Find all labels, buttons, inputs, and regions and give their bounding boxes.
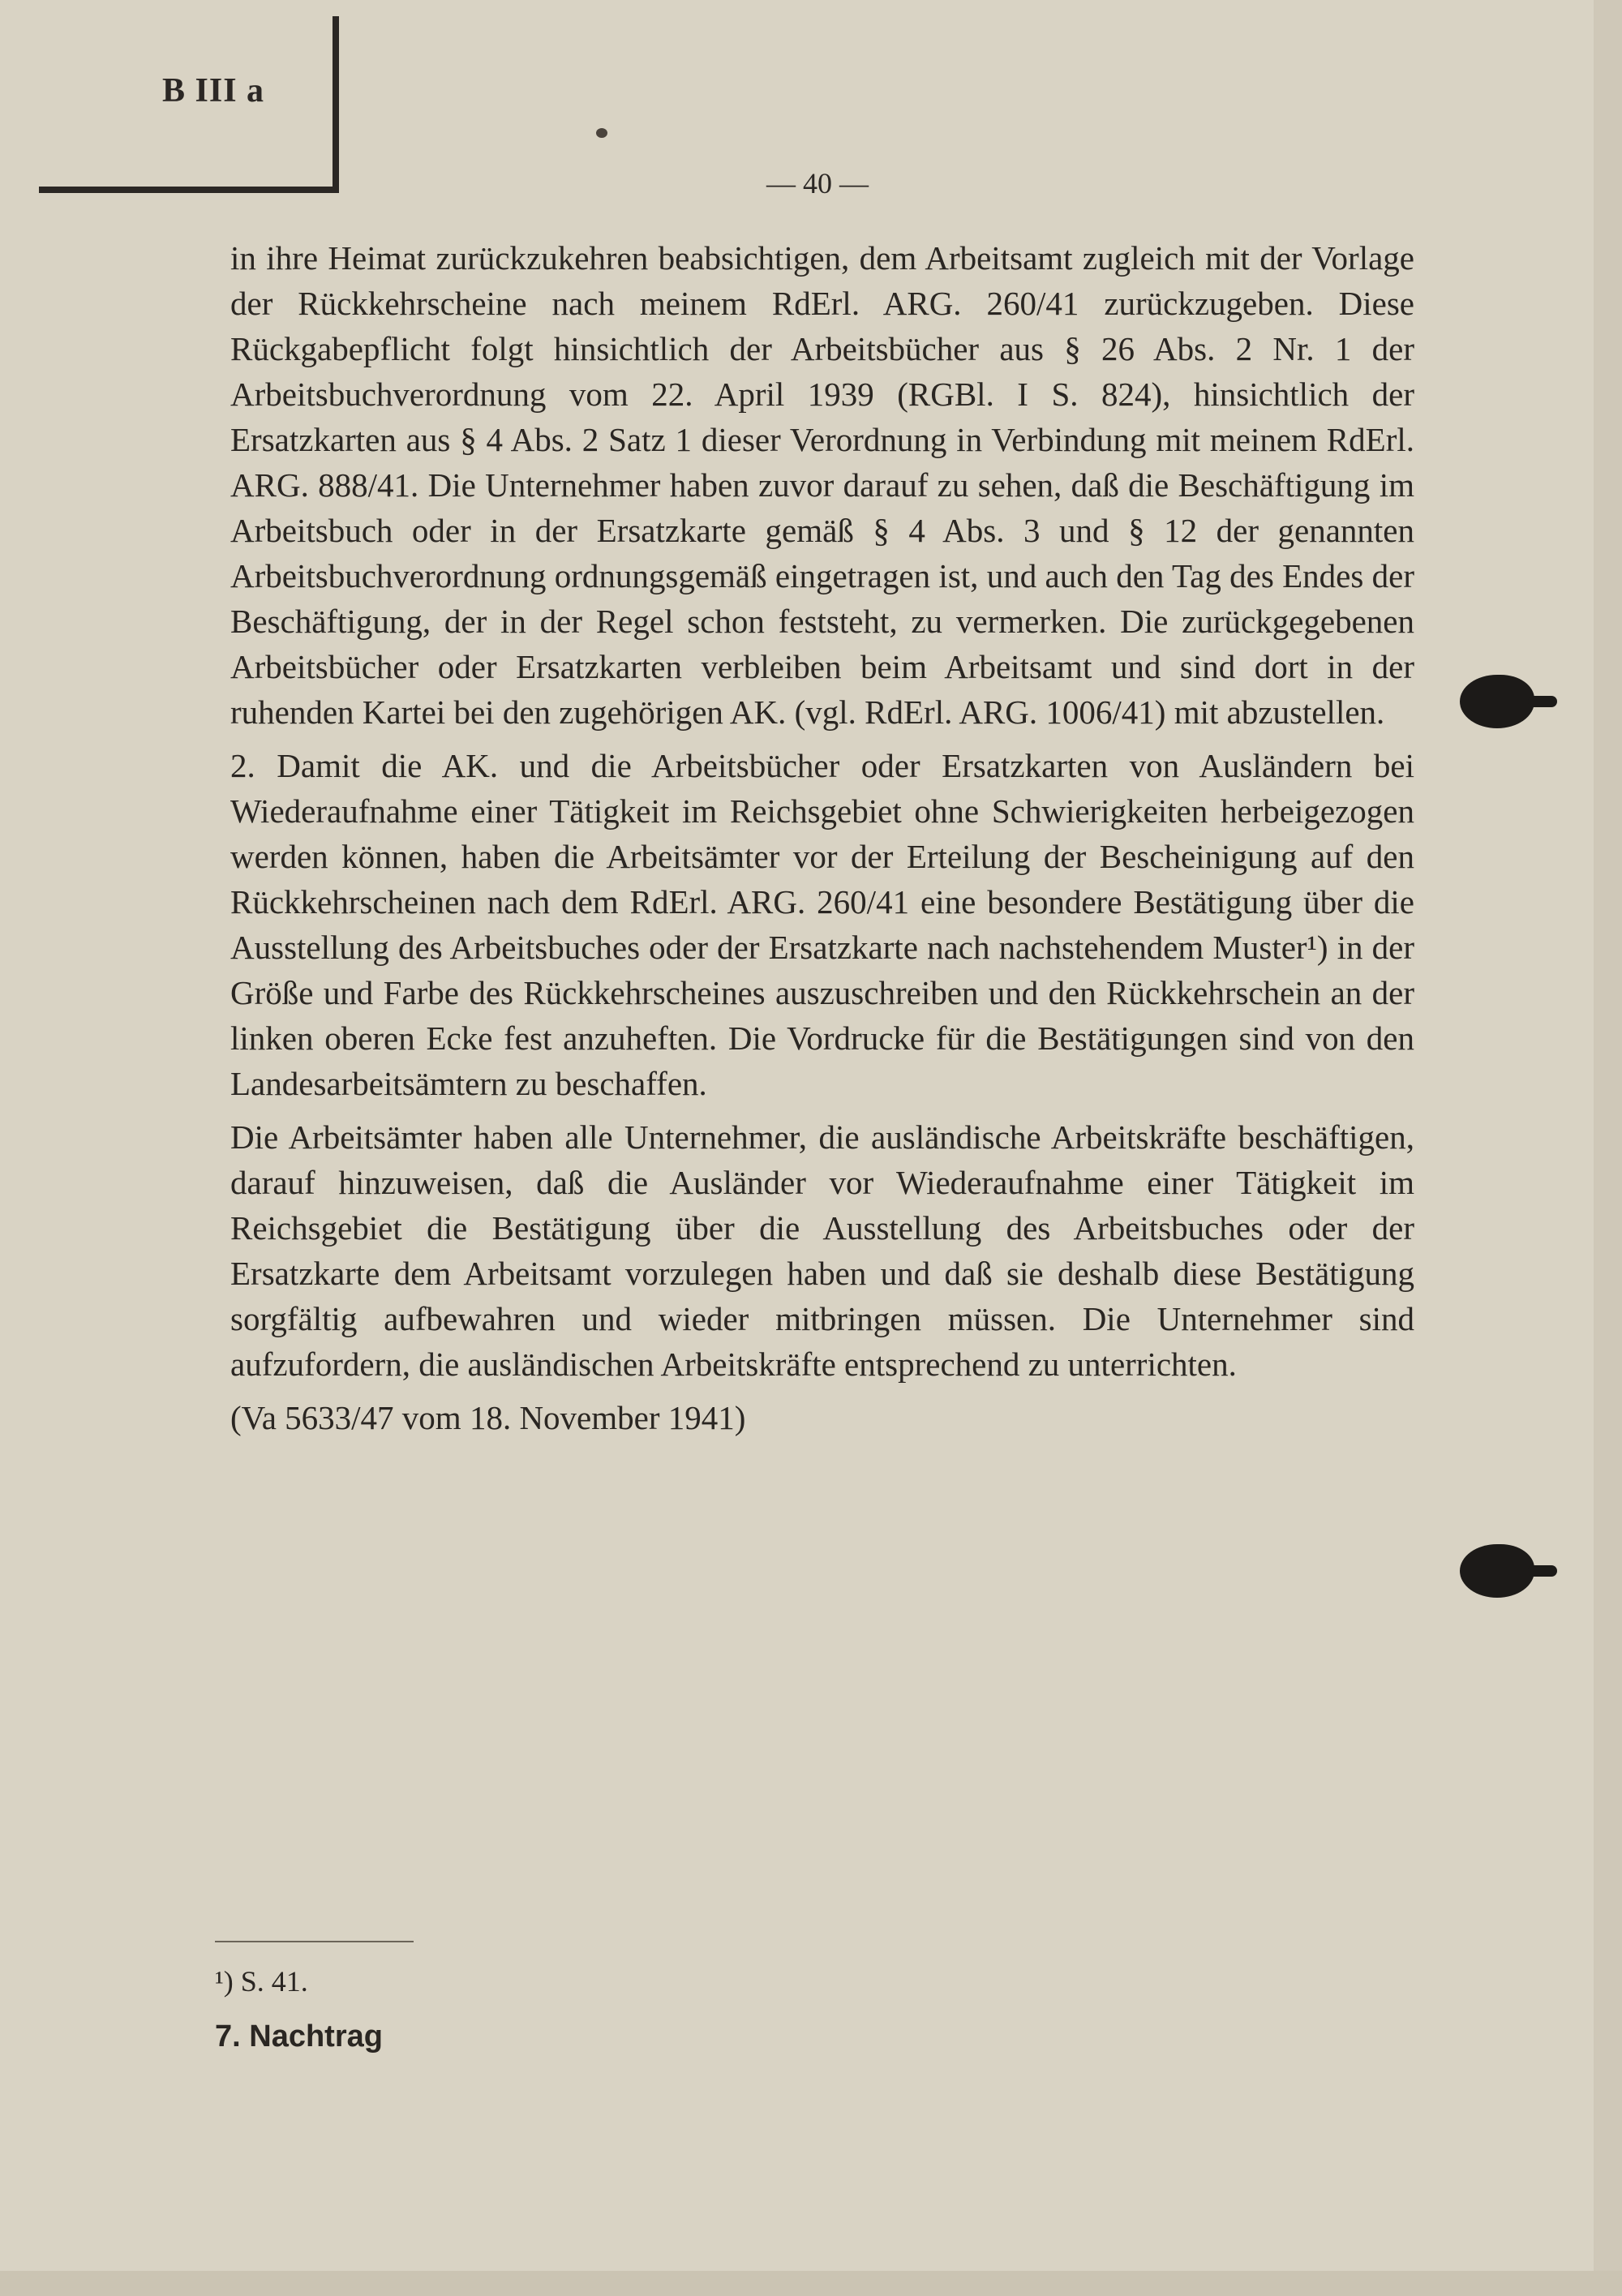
paper-edge-right bbox=[1594, 0, 1622, 2296]
punch-hole-lower bbox=[1460, 1544, 1534, 1598]
paragraph-1: in ihre Heimat zurückzukehren beabsichtigen, dem Arbeitsamt zugleich mit der Vorlage der Rückkehrscheine nach meinem RdErl. ARG. 260/41 zurückzugeben. Diese Rückgabepflicht folgt hinsichtlich der Arbeitsbücher aus § 26 Abs. 2 Nr. 1 der Arbeitsbuchverordnung vom 22. April 1939 (RGBl. I S. 824), hinsichtlich der Ersatzkarten aus § 4 Abs. 2 Satz 1 dieser Verordnung in Verbindung mit meinem RdErl. ARG. 888/41. Die Unternehmer haben zuvor darauf zu sehen, daß die Beschäftigung im Arbeitsbuch oder in der Ersatzkarte gemäß § 4 Abs. 3 und § 12 der genannten Arbeitsbuchverordnung ordnungsgemäß eingetragen ist, und auch den Tag des Endes der Beschäftigung, der in der Regel schon feststeht, zu vermerken. Die zurückgegebenen Arbeitsbücher oder Ersatzkarten verbleiben beim Arbeitsamt und sind dort in der ruhenden Kartei bei den zugehörigen AK. (vgl. RdErl. ARG. 1006/41) mit abzustellen. bbox=[230, 239, 1414, 731]
section-label: B III a bbox=[162, 72, 265, 109]
footnote: ¹) S. 41. bbox=[215, 1965, 308, 1998]
decree-reference: (Va 5633/47 vom 18. November 1941) bbox=[230, 1399, 746, 1436]
punch-hole-upper bbox=[1460, 675, 1534, 728]
supplement-label: 7. Nachtrag bbox=[215, 2019, 383, 2054]
paper-edge-bottom bbox=[0, 2271, 1622, 2296]
ink-spot bbox=[596, 128, 607, 138]
page-number: — 40 — bbox=[766, 167, 869, 200]
paragraph-2: 2. Damit die AK. und die Arbeitsbücher oder Ersatzkarten von Ausländern bei Wiederaufnahme einer Tätigkeit im Reichsgebiet ohne Schwierigkeiten herbeigezogen werden können, haben die Arbeitsämter vor der Erteilung der Bescheinigung auf den Rückkehrscheinen nach dem RdErl. ARG. 260/41 eine besondere Bestätigung über die Ausstellung des Arbeitsbuches oder der Ersatzkarte nach nachstehendem Muster¹) in der Größe und Farbe des Rückkehrscheines auszuschreiben und den Rückkehrschein an der linken oberen Ecke fest anzuheften. Die Vordrucke für die Bestätigungen sind von den Landesarbeitsämtern zu beschaffen. bbox=[230, 747, 1414, 1102]
footnote-divider bbox=[215, 1941, 414, 1942]
paragraph-3: Die Arbeitsämter haben alle Unternehmer, die ausländische Arbeitskräfte beschäftigen, darauf hinzuweisen, daß die Ausländer vor Wiederaufnahme einer Tätigkeit im Reichsgebiet die Bestätigung über die Ausstellung des Arbeitsbuches oder der Ersatzkarte dem Arbeitsamt vorzulegen haben und daß sie deshalb diese Bestätigung sorgfältig aufbewahren und wieder mitbringen müssen. Die Unternehmer sind aufzufordern, die ausländischen Arbeitskräfte entsprechend zu unterrichten. bbox=[230, 1118, 1414, 1383]
body-text bbox=[230, 235, 1414, 1448]
